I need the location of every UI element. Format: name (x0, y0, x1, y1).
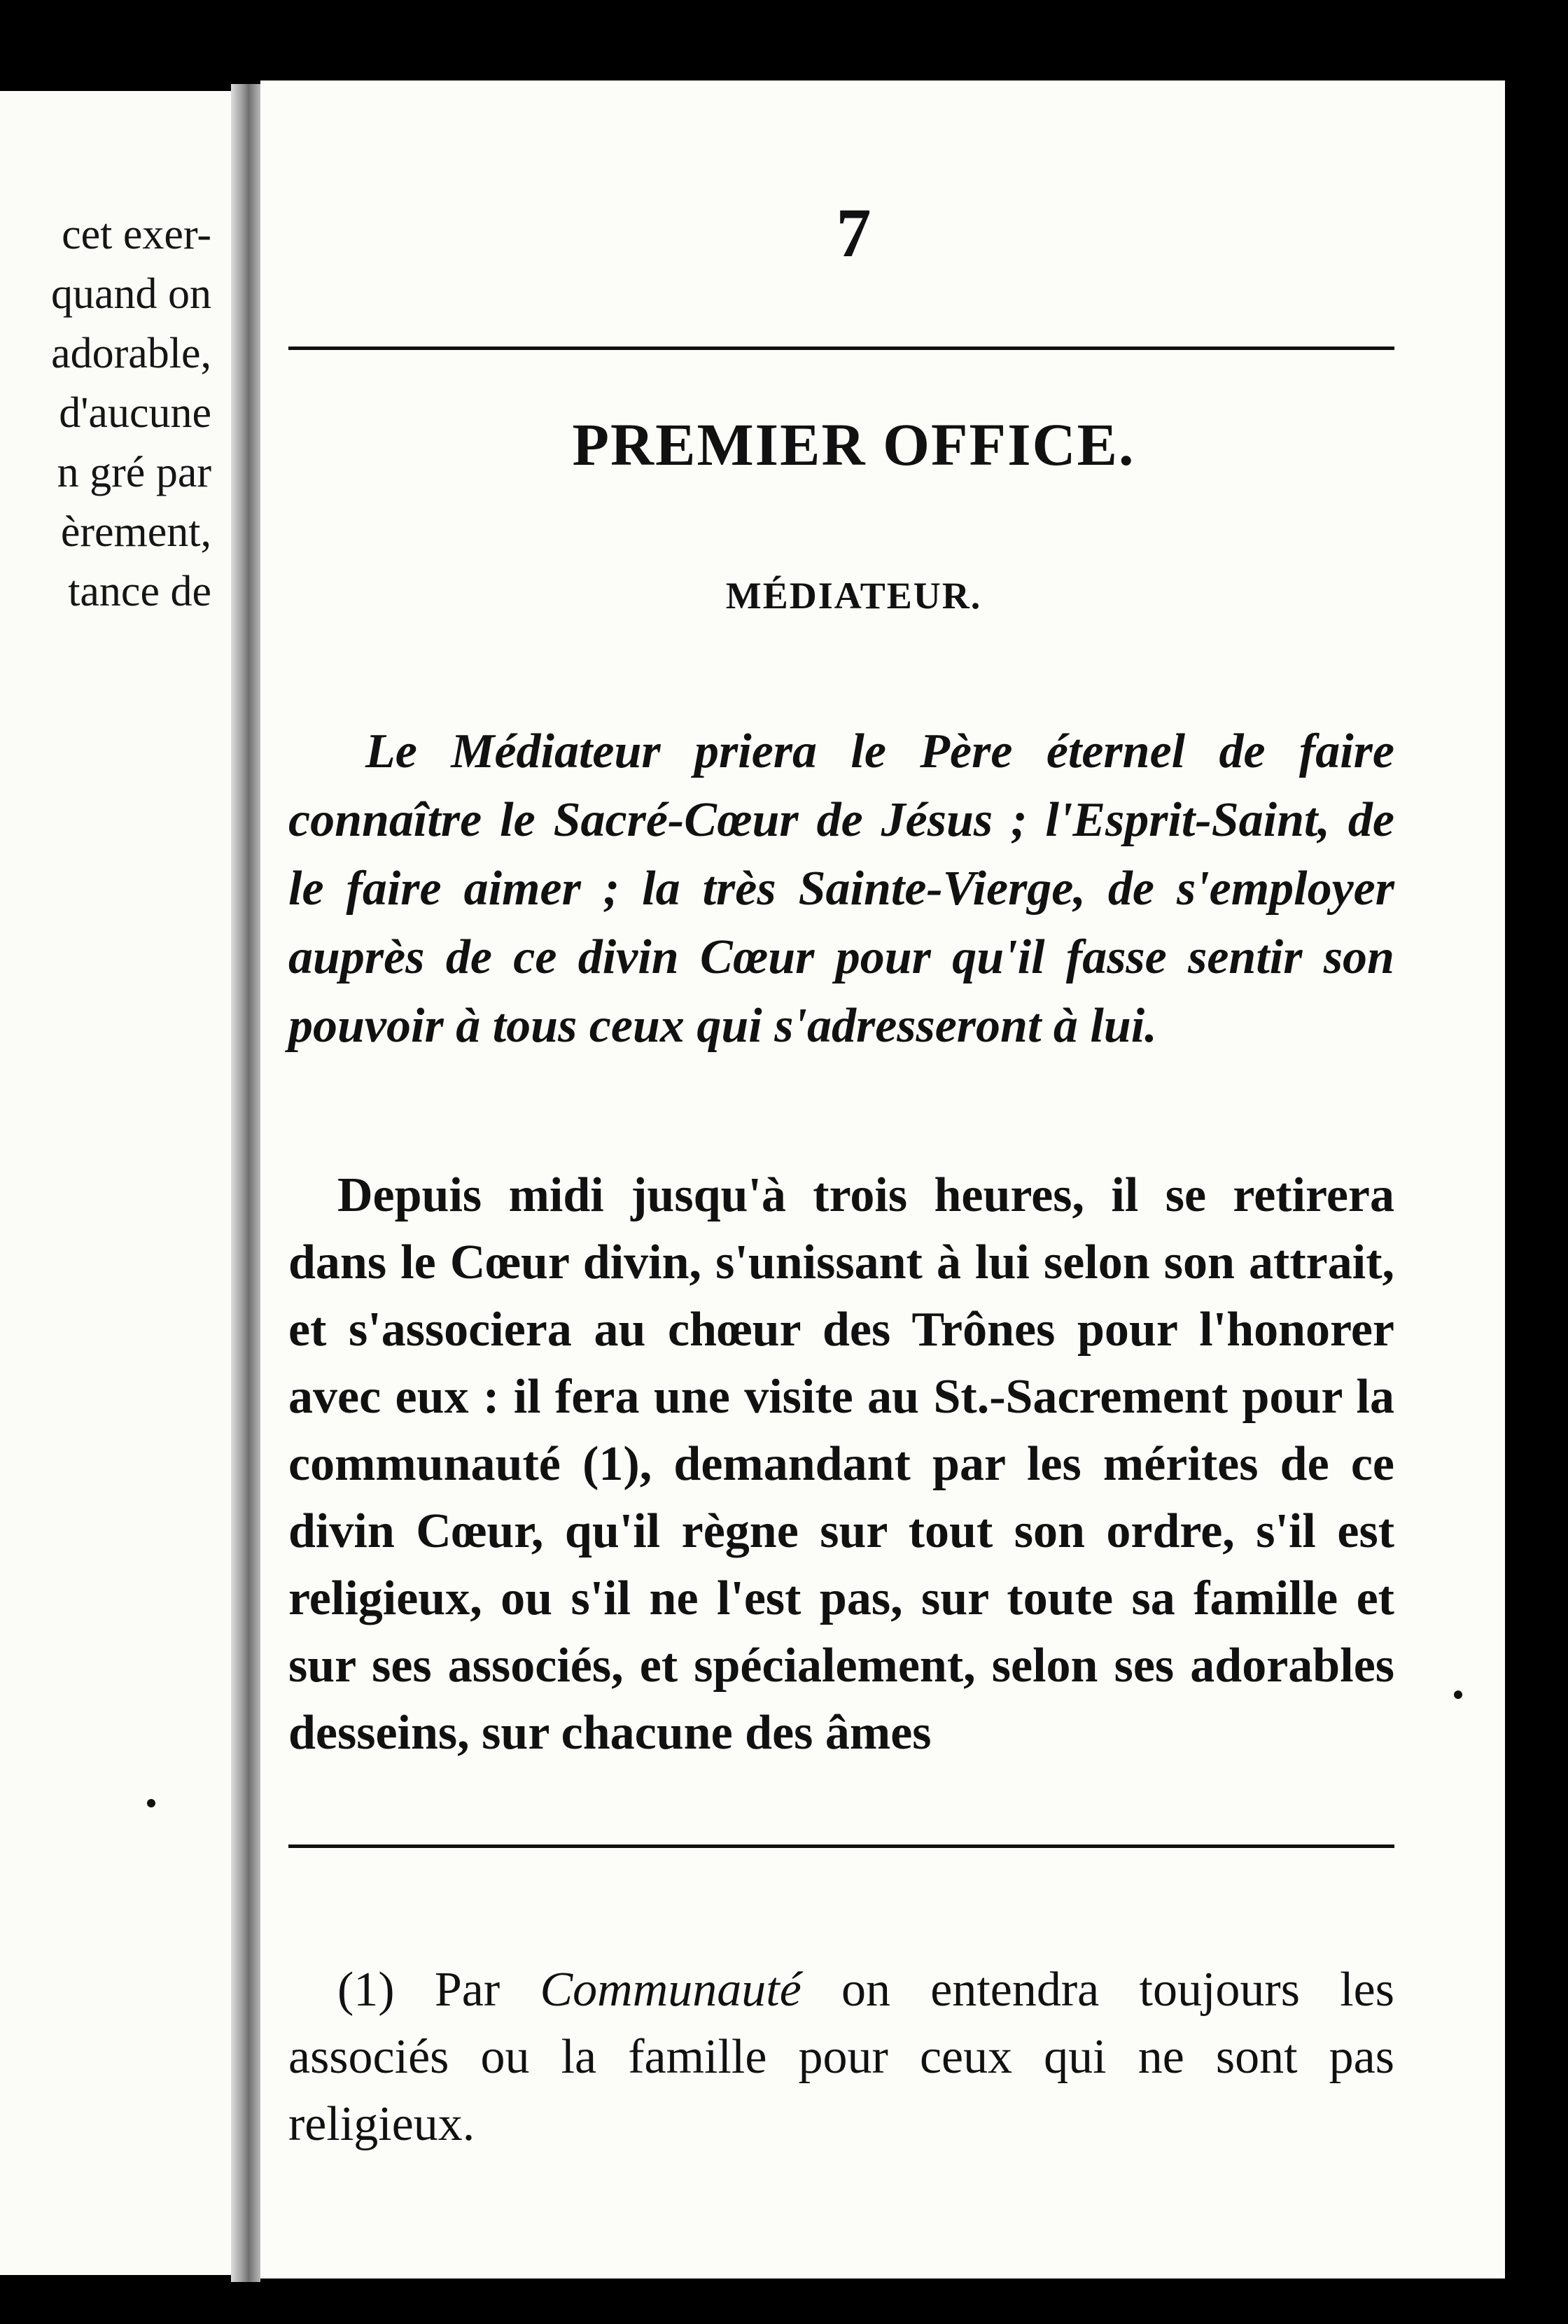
ink-speck (1454, 1690, 1462, 1699)
section-subheading: MÉDIATEUR. (725, 575, 982, 617)
footnote-suffix: on entendra toujours les associés ou la famille pour ceux qui ne sont pas religieux. (288, 1963, 1394, 2151)
section-heading: PREMIER OFFICE. (572, 411, 1135, 478)
footnote-rule (288, 1844, 1394, 1848)
footnote-italic-term: Communauté (540, 1963, 802, 2017)
left-page-line: n gré par (57, 449, 211, 496)
footnote-prefix: (1) Par (337, 1963, 540, 2017)
left-page-line: èrement, (60, 508, 211, 556)
left-page-line: cet exer- (62, 211, 211, 258)
footnote (288, 1956, 1394, 2158)
header-rule (288, 346, 1394, 350)
ink-speck (147, 1799, 155, 1807)
left-page (0, 91, 231, 2275)
book-gutter (231, 84, 260, 2282)
right-page (260, 80, 1505, 2278)
left-page-line: d'aucune (59, 389, 211, 437)
left-page-line: tance de (68, 568, 211, 615)
body-paragraph: Depuis midi jusqu'à trois heures, il se retirera dans le Cœur divin, s'unissant à lui selon son attrait, et s'associera au chœur des Trônes pour l'honorer avec eux : il fera une visite au St.-Sacrement pour la communauté (1), demandant par les mérites de ce divin Cœur, qu'il règne sur tout son ordre, s'il est religieux, ou s'il ne l'est pas, sur toute sa famille et sur ses associés, et spécialement, selon ses adorables desseins, sur chacune des âmes (288, 1168, 1394, 1760)
page-number: 7 (836, 194, 872, 272)
left-page-line: quand on (50, 270, 211, 318)
italic-paragraph: Le Médiateur priera le Père éternel de faire connaître le Sacré-Cœur de Jésus ; l'Esprit-Saint, de le faire aimer ; la très Sainte-Vierge, de s'employer auprès de ce divin Cœur pour qu'il fasse sentir son pouvoir à tous ceux qui s'adresseront à lui. (288, 724, 1394, 1053)
left-page-line: adorable, (51, 330, 211, 377)
